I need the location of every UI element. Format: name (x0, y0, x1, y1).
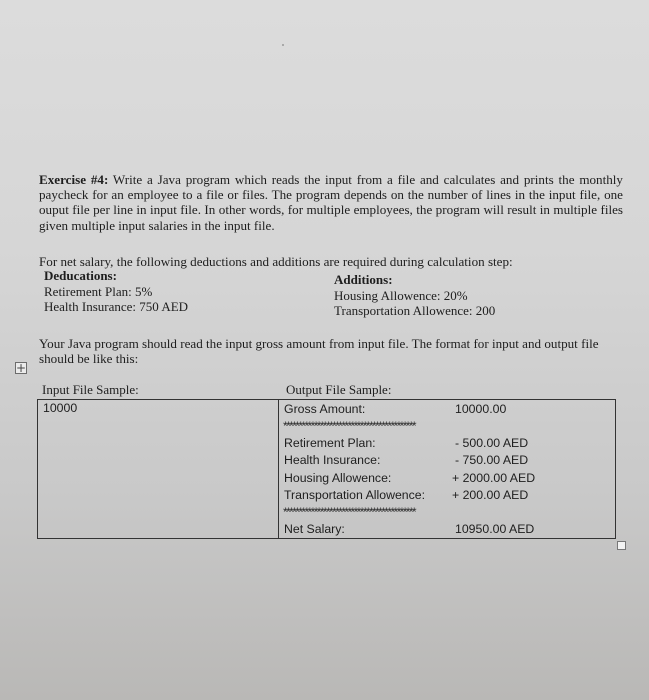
table-move-handle-icon[interactable]: + (16, 361, 27, 375)
table-resize-handle-icon[interactable] (617, 541, 626, 550)
format-note: Your Java program should read the input gross amount from input file. The format for input and output file should be like this: (39, 336, 599, 366)
net-salary-label: Net Salary: (284, 522, 345, 536)
output-row-label: Transportation Allowence: (284, 488, 426, 502)
separator-bottom: ******************************************* (283, 505, 416, 519)
output-row-value: + 200.00 AED (452, 488, 529, 502)
output-row-label: Retirement Plan: (284, 436, 376, 450)
deduction-item: Health Insurance: 750 AED (44, 299, 189, 315)
deductions-intro: For net salary, the following deductions and additions are required during calculation step: (39, 254, 513, 269)
addition-item: Housing Allowence: 20% (334, 287, 468, 303)
output-row-label: Health Insurance: (284, 453, 381, 467)
input-file-header: Input File Sample: (42, 382, 139, 397)
output-row-value: - 750.00 AED (455, 453, 529, 467)
additions-list (334, 272, 495, 319)
deduction-item: Retirement Plan: 5% (44, 283, 153, 299)
output-file-header: Output File Sample: (286, 382, 392, 397)
input-sample-value: 10000 (43, 401, 78, 415)
deductions-heading: Deducations: (44, 268, 117, 283)
exercise-text: Write a Java program which reads the input from a file and calculates and prints the monthly paycheck for an employee to a file or files. The program depends on the number of lines in the input file, one ouput file per line in input file. In other words, for multiple employees, the program will result in multiple files given multiple input salaries in the input file. (39, 172, 623, 233)
additions-heading: Additions: (334, 272, 393, 287)
output-row-value: + 2000.00 AED (452, 471, 536, 485)
output-row-label: Housing Allowence: (284, 471, 392, 485)
page-mark (282, 44, 284, 46)
exercise-paragraph (39, 172, 623, 233)
deductions-list (44, 268, 188, 315)
net-salary-value: 10950.00 AED (455, 522, 535, 536)
exercise-label: Exercise #4: (39, 172, 109, 187)
addition-item: Transportation Allowence: 200 (334, 303, 496, 319)
gross-amount-label: Gross Amount: (284, 402, 366, 416)
table-divider (278, 399, 279, 539)
separator-top: ******************************************* (283, 419, 416, 433)
output-row-value: - 500.00 AED (455, 436, 529, 450)
gross-amount-value: 10000.00 (455, 402, 507, 416)
